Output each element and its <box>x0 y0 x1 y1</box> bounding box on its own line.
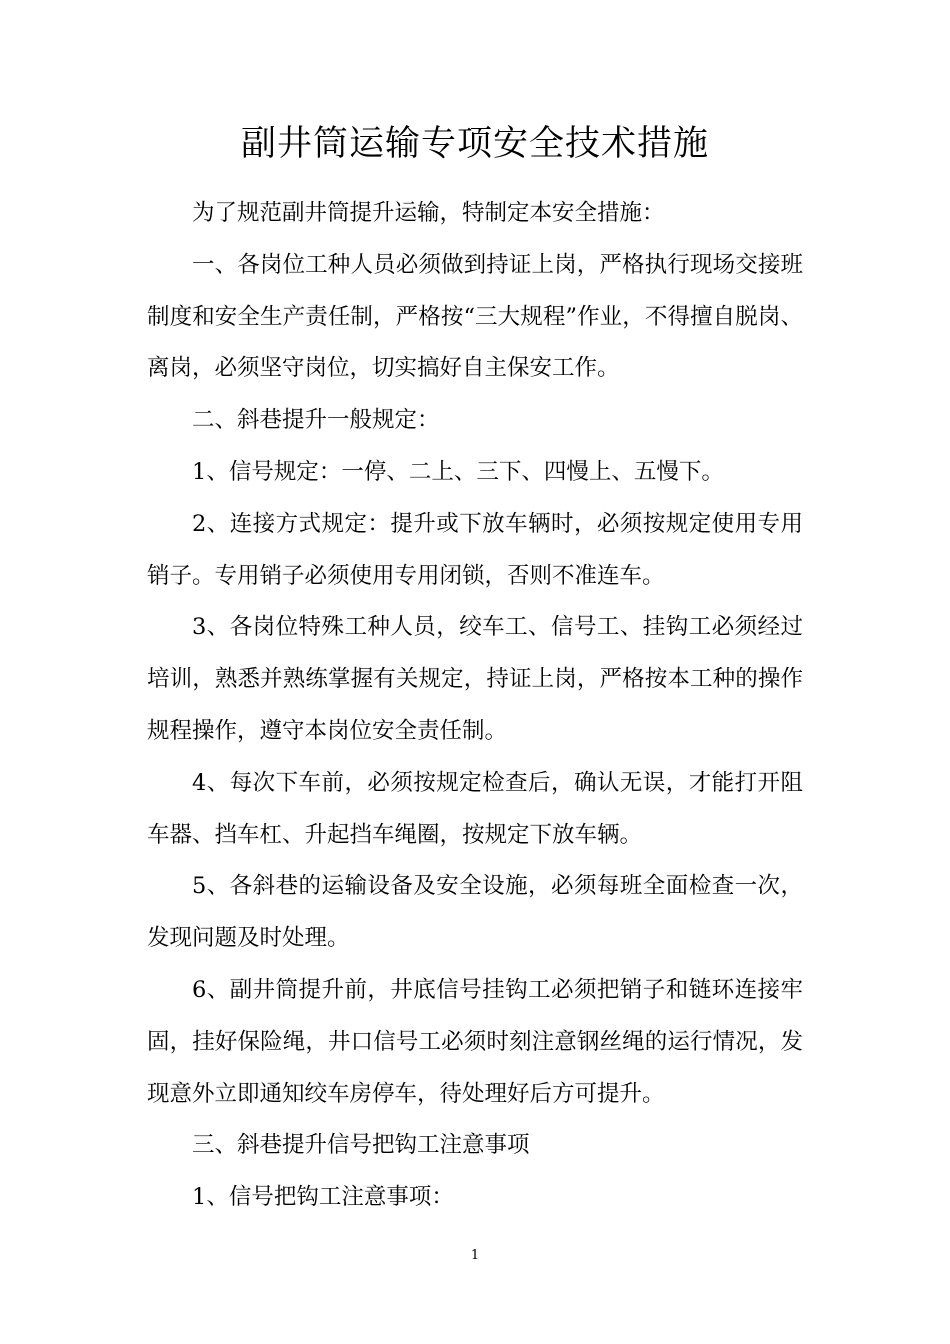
paragraph-item-1: 1、信号规定：一停、二上、三下、四慢上、五慢下。 <box>192 458 724 485</box>
paragraph-item-5: 5、各斜巷的运输设备及安全设施，必须每班全面检查一次，发现问题及时处理。 <box>147 873 803 952</box>
page-number: 1 <box>470 1248 480 1263</box>
paragraph-intro: 为了规范副井筒提升运输，特制定本安全措施： <box>192 200 665 226</box>
paragraph-section-3-heading: 三、斜巷提升信号把钩工注意事项 <box>192 1132 530 1159</box>
paragraph-item-3: 3、各岗位特殊工种人员，绞车工、信号工、挂钩工必须经过培训，熟悉并熟练掌握有关规定，持证上岗，严格按本工种的操作规程操作，遵守本岗位安全责任制。 <box>147 614 803 744</box>
paragraph-item-6: 6、副井筒提升前，井底信号挂钩工必须把销子和链环连接牢固，挂好保险绳，井口信号工必须时刻注意钢丝绳的运行情况，发现意外立即通知绞车房停车，待处理好后方可提升。 <box>147 976 803 1107</box>
paragraph-item-4: 4、每次下车前，必须按规定检查后，确认无误，才能打开阻车器、挡车杠、升起挡车绳圈，按规定下放车辆。 <box>147 769 803 848</box>
paragraph-section-2-heading: 二、斜巷提升一般规定： <box>192 407 440 434</box>
document-body <box>147 188 803 1224</box>
paragraph-section-1: 一、各岗位工种人员必须做到持证上岗，严格执行现场交接班制度和安全生产责任制，严格按“三大规程”作业，不得擅自脱岗、离岗，必须坚守岗位，切实搞好自主保安工作。 <box>147 251 803 382</box>
paragraph-subitem-1: 1、信号把钩工注意事项： <box>192 1184 454 1211</box>
document-title: 副井筒运输专项安全技术措施 <box>240 124 709 164</box>
paragraph-item-2: 2、连接方式规定：提升或下放车辆时，必须按规定使用专用销子。专用销子必须使用专用闭锁，否则不准连车。 <box>147 510 803 589</box>
